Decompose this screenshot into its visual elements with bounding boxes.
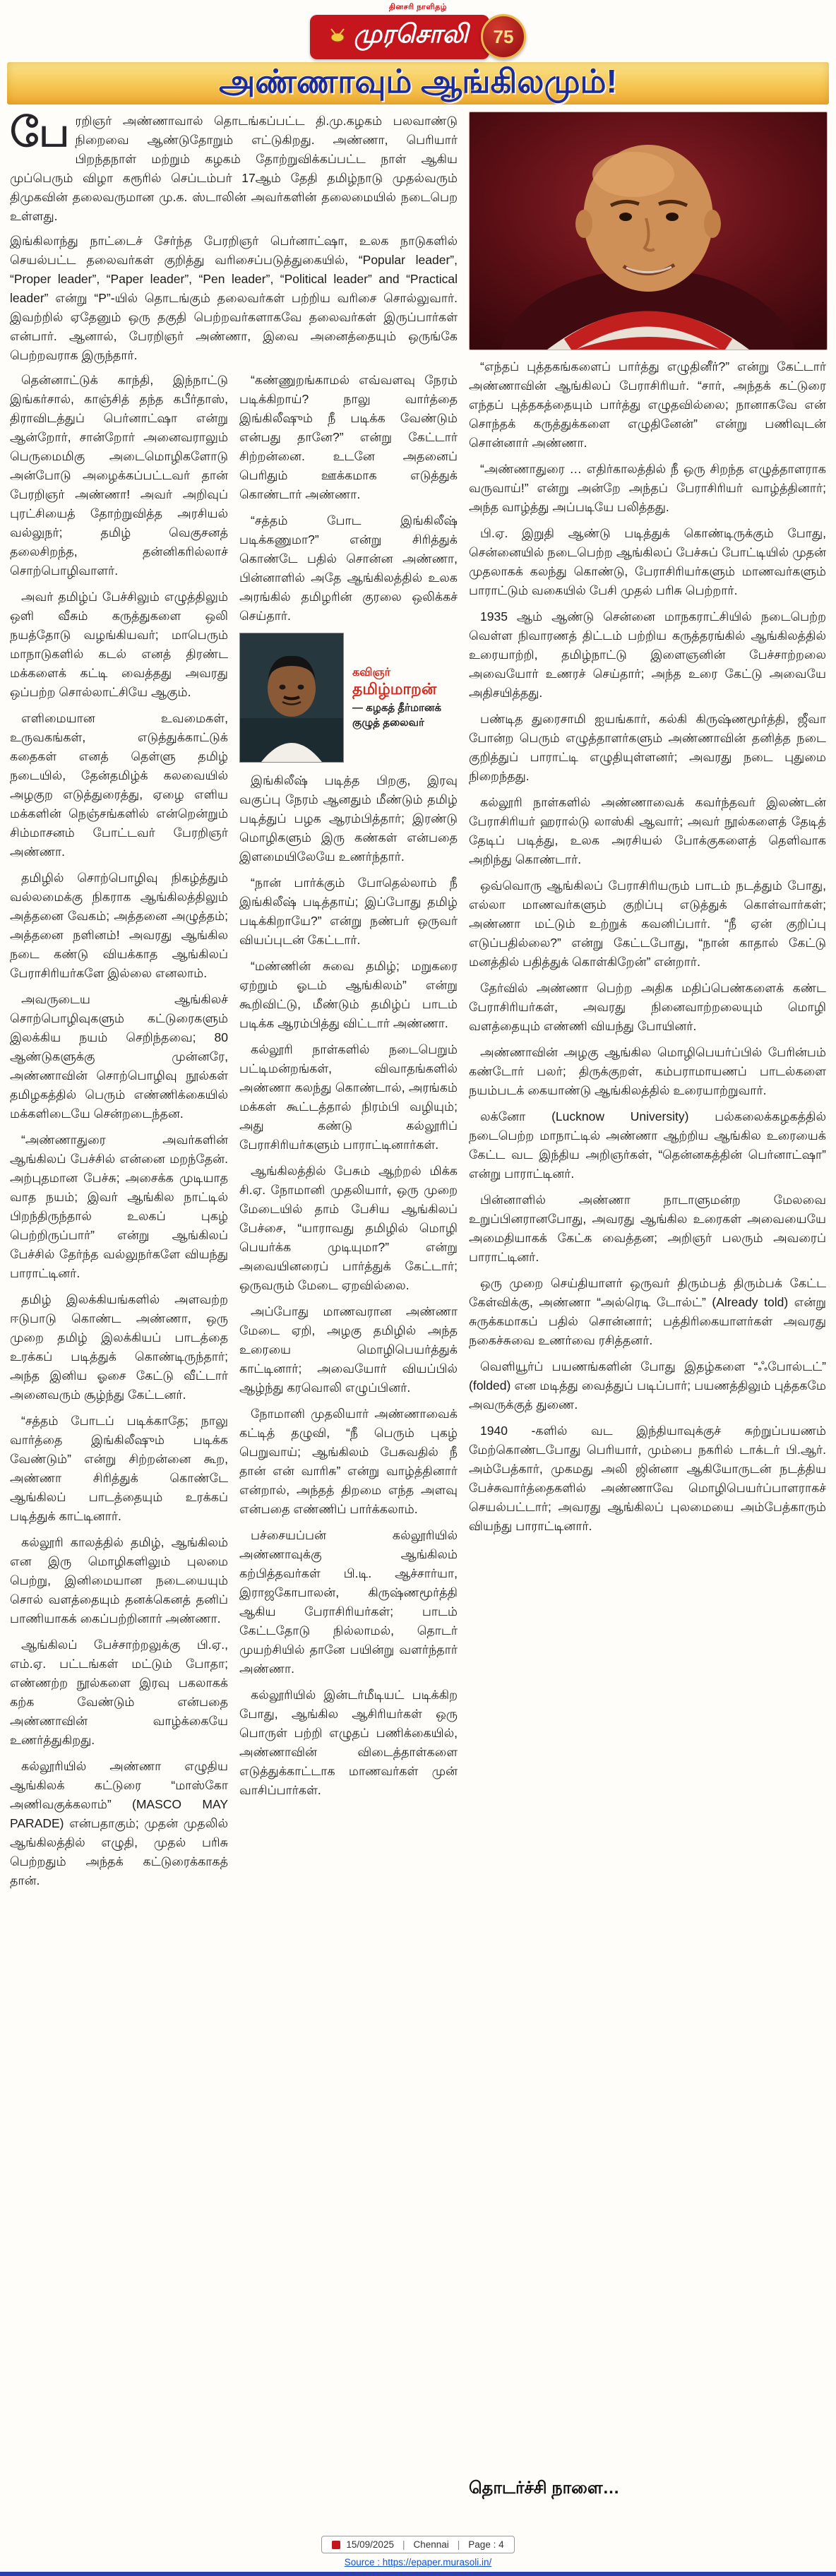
bottom-accent-bar (0, 2572, 836, 2576)
article-paragraph: அப்போது மாணவரான அண்ணா மேடை ஏறி, அழகு தமிழில் அந்த உரையை மொழிபெயர்த்துக் காட்டினார்; அவையோர் வியப்பில் ஆழ்ந்து கரவொலி எழுப்பினர். (239, 1304, 458, 1395)
inset-caption-role-line1: — கழகத் தீர்மானக் (352, 702, 442, 714)
article-body (10, 109, 826, 2532)
column-2-bottom (239, 771, 458, 1800)
page-footer (0, 2536, 836, 2568)
article-paragraph: பண்டித துரைசாமி ஐயங்கார், கல்கி கிருஷ்ணமூர்த்தி, ஜீவா போன்ற பெரும் எழுத்தாளர்களும் அண்ணாவின் தனித்த நடை குறித்துப் பாராட்டி எழுதியுள்ளனர்; அவரது நடை புதுமை நிறைந்தது. (469, 712, 826, 783)
lead-text: ரறிஞர் அண்ணாவால் தொடங்கப்பட்ட தி.மு.கழகம் பலவாண்டு நிறைவை ஆண்டுதோறும் எட்டுகிறது. அண்ணா, பெரியார் பிறந்தநாள் மற்றும் கழகம் தோற்றுவிக்கப்பட்ட நாள் ஆகிய முப்பெரும் விழா கரூரில் செப்டம்பர் 17ஆம் தேதி தமிழ்நாடு முதல்வரும் திமுகவின் தலைவருமான மு.க. ஸ்டாலின் அவர்களின் தலைமையில் நடைபெற உள்ளது. (10, 114, 458, 223)
article-paragraph: ஒரு முறை செய்தியாளர் ஒருவர் திரும்பத் திரும்பக் கேட்ட கேள்விக்கு, அண்ணா “அல்ரெடி டோல்ட்” (Already told) என்று சுருக்கமாகப் பதில் சொன்னார்; பத்திரிகையாளர்கள் அவரது நகைச்சுவை உணர்வை ரசித்தனர். (469, 1276, 826, 1347)
article-paragraph: தமிழ் இலக்கியங்களில் அளவற்ற ஈடுபாடு கொண்ட அண்ணா, ஒரு முறை தமிழ் இலக்கியப் பாடத்தை உரக்கப் படித்துக் கொண்டிருந்தார்; அந்த இனிய ஓசை கேட்டு வீட்டார் அனைவரும் சூழ்ந்து கேட்டனர். (10, 1292, 228, 1402)
article-paragraph: எளிமையான உவமைகள், உருவகங்கள், எடுத்துக்காட்டுக் கதைகள் எனத் தெள்ளு தமிழ் நடையில், தேன்தமிழ்க் கலவையில் அழகுற எடுத்துரைத்து, ஏழை எளிய மக்களின் நெஞ்சங்களில் என்றென்றும் சிம்மாசனம் போட்டவர் பேரறிஞர் அண்ணா. (10, 711, 228, 859)
article-paragraph: இங்கிலீஷ் படித்த பிறகு, இரவு வகுப்பு நேரம் ஆனதும் மீண்டும் தமிழ் படித்துப் பழக ஆரம்பித்தார்; இரண்டு மொழிகளும் இரு கண்கள் என்பதை இளமையிலேயே உணர்ந்தார். (239, 773, 458, 864)
article-paragraph: அவருடைய ஆங்கிலச் சொற்பொழிவுகளும் கட்டுரைகளும் இலக்கிய நயம் செறிந்தவை; 80 ஆண்டுகளுக்கு முன்னரே, அண்ணாவின் சொற்பொழிவு நூல்கள் தமிழகத்தில் பெரும் எண்ணிக்கையில் மக்களிடையே சென்றடைந்தன. (10, 992, 228, 1121)
article-left-section (10, 109, 458, 2532)
footer-separator: | (402, 2539, 405, 2550)
article-paragraph: “சத்தம் போடப் படிக்காதே; நாலு வார்த்தை இங்கிலீஷும் படிக்க வேண்டும்” என்று சிற்றன்னை கூற, அண்ணா சிரித்துக் கொண்டே ஆங்கிலப் பாடத்தையும் உரக்கப் படித்துக் காட்டினார். (10, 1414, 228, 1523)
intro-paragraph: இங்கிலாந்து நாட்டைச் சேர்ந்த பேரறிஞர் பெர்னாட்ஷா, உலக நாடுகளில் செயல்பட்ட தலைவர்கள் குறித்து வரிசைப்படுத்துகையில், “Popular leader”, “Proper leader”, “Paper leader”, “Pen leader”, “Political leader” and “Practical leader” என்று “P”-யில் தொடங்கும் தலைவர்கள் பற்றிய வரிசை சொல்லுவார். இவற்றில் ஏதேனும் ஒரு தகுதி பெற்றவர்களாகவே தலைவர்கள் இருப்பார்கள் என்பார். ஆனால், பேரறிஞர் அண்ணா, இவை அனைத்தையும் ஒருங்கே பெற்றவராக இருந்தார். (10, 234, 458, 362)
masthead (0, 0, 836, 59)
text-column-3 (469, 357, 826, 2476)
article-paragraph: தேர்வில் அண்ணா பெற்ற அதிக மதிப்பெண்களைக் கண்ட பேராசிரியர்கள், அவரது நினைவாற்றலையும் மொழி வளத்தையும் எண்ணி வியந்து போயினர். (469, 981, 826, 1033)
article-paragraph: “அண்ணாதுரை அவர்களின் ஆங்கிலப் பேச்சில் என்னை மறந்தேன். அற்புதமான பேச்சு; அசைக்க முடியாத வாத நயம்; இவர் ஆங்கில நாட்டில் பிறந்திருந்தால் உலகப் புகழ் பெற்றிருப்பார்” என்று ஆங்கிலப் பேச்சில் தேர்ந்த வல்லுநர்களே வியந்து பாராட்டினர். (10, 1133, 228, 1280)
footer-source-link[interactable]: Source : https://epaper.murasoli.in/ (344, 2557, 492, 2568)
article-intro (10, 109, 458, 365)
continued-tomorrow-label: தொடர்ச்சி நாளை… (469, 2479, 620, 2498)
article-headline: அண்ணாவும் ஆங்கிலமும்! (219, 62, 617, 100)
article-paragraph: அவர் தமிழ்ப் பேச்சிலும் எழுத்திலும் ஒளி வீசும் கருத்துகளை ஒலி நயத்தோடு வழங்கியவர்; மாபெரும் மாநாடுகளில் கடல் எனத் திரண்ட மக்களைக் கட்டி வைத்தது அவரது ஒப்பற்ற சொல்லாட்சியே ஆகும். (10, 590, 228, 699)
inset-photo-block (239, 633, 458, 763)
article-paragraph: ஆங்கிலத்தில் பேசும் ஆற்றல் மிக்க சி.ஏ. நோமானி முதலியார், ஒரு முறை மேடையில் தாம் பேசிய ஆங்கிலப் பேச்சை, “யாராவது தமிழில் மொழி பெயர்க்க முடியுமா?” என்று அவையினரைப் பார்த்துக் கேட்டார்; ஒருவரும் மேடை ஏறவில்லை. (239, 1164, 458, 1292)
article-paragraph: லக்னோ (Lucknow University) பல்கலைக்கழகத்தில் நடைபெற்ற மாநாட்டில் அண்ணா ஆற்றிய ஆங்கில உரையைக் கேட்ட வட இந்திய அறிஞர்கள், “தென்னகத்தின் பெர்னாட்ஷா” என்று பாராட்டினர். (469, 1109, 826, 1181)
article-paragraph: தென்னாட்டுக் காந்தி, இந்நாட்டு இங்கர்சால், காஞ்சித் தந்த கபீர்தாஸ், திராவிடத்துப் பெர்னாட்ஷா என்று ஆன்றோர், சான்றோர் அனைவராலும் பெருமைமிகு அடைமொழிகளோடு அன்போடு அழைக்கப்பட்டவர் தான் பேரறிஞர் அண்ணா! அவர் அறிவுப் புரட்சியைத் தோற்றுவித்த அரசியல் வல்லுநர்; தமிழ் வெகுசனத் தலைசிறந்த, தன்னிகரில்லாச் சொற்பொழிவாளர். (10, 373, 228, 578)
article-paragraph: கல்லூரி நாள்களில் நடைபெறும் பட்டிமன்றங்கள், விவாதங்களில் அண்ணா கலந்து கொண்டால், அரங்கம் மக்கள் கூட்டத்தால் நிரம்பி வழியும்; அது கண்டு கல்லூரிப் பேராசிரியர்களும் பாராட்டினார்கள். (239, 1042, 458, 1152)
murasoli-logo (310, 15, 489, 59)
headline-banner (7, 62, 829, 105)
article-paragraph: வெளியூர்ப் பயணங்களின் போது இதழ்களை “ஃபோல்டட்” (folded) என மடித்து வைத்துப் படிப்பார்; பயணத்திலும் புத்தகமே அவருக்குத் துணை. (469, 1359, 826, 1412)
annadurai-portrait-photo (469, 112, 828, 350)
footer-date: 15/09/2025 (346, 2539, 394, 2550)
article-paragraph: கல்லூரி காலத்தில் தமிழ், ஆங்கிலம் என இரு மொழிகளிலும் புலமை பெற்று, இனிமையான நடையையும் சொல் வளத்தையும் தனக்கெனத் தனிப் பாணியாகக் கைப்பற்றினார் அண்ணா. (10, 1535, 228, 1626)
footer-logo-icon (332, 2541, 340, 2549)
article-paragraph: “அண்ணாதுரை … எதிர்காலத்தில் நீ ஒரு சிறந்த எழுத்தாளராக வருவாய்!” என்று அன்றே அந்தப் பேராசிரியர் வாழ்த்தினார்; அந்த வாழ்த்து அப்படியே பலித்தது. (469, 462, 826, 514)
article-paragraph: 1940 -களில் வட இந்தியாவுக்குச் சுற்றுப்பயணம் மேற்கொண்டபோது பெரியார், மும்பை நகரில் டாக்டர் பி.ஆர். அம்பேத்கார், முகமது அலி ஜின்னா ஆகியோருடன் நடத்திய பேச்சுவார்த்தைகளில் அண்ணாவே மொழிபெயர்ப்பாளராகச் செயல்பட்டார்; அவரது ஆங்கிலப் புலமையை அம்பேத்காரும் வியந்து பாராட்டினார். (469, 1424, 826, 1533)
article-right-section (469, 112, 826, 2532)
footer-separator: | (457, 2539, 460, 2550)
article-paragraph: கல்லூரி நாள்களில் அண்ணாவைக் கவர்ந்தவர் இலண்டன் பேராசிரியர் ஹரால்டு லாஸ்கி ஆவார்; அவர் நூல்களைத் தேடித் தேடிப் படித்து, உலக அரசியல் போக்குகளைத் தெளிவாக அறிந்து கொண்டார். (469, 795, 826, 866)
text-column-2 (239, 371, 458, 2532)
inset-caption-role-line2: குழுத் தலைவர் (352, 717, 424, 729)
article-paragraph: ஆங்கிலப் பேச்சாற்றலுக்கு பி.ஏ., எம்.ஏ. பட்டங்கள் மட்டும் போதா; எண்ணற்ற நூல்களை இரவு பகலாகக் கற்க வேண்டும் என்பதை அண்ணாவின் வாழ்க்கையே உணர்த்துகிறது. (10, 1638, 228, 1747)
footer-city: Chennai (413, 2539, 449, 2550)
article-paragraph: பி.ஏ. இறுதி ஆண்டு படித்துக் கொண்டிருக்கும் போது, சென்னையில் நடைபெற்ற ஆங்கிலப் பேச்சுப் போட்டியில் முதன் முதலாகக் கலந்து கொண்டு, பேராசிரியர்களும் மாணவர்களும் பாராட்டும் வகையில் பேசி முதல் பரிசு பெற்றார். (469, 526, 826, 597)
inset-caption-name: தமிழ்மாறன் (352, 680, 437, 698)
masthead-title: முரசொலி (354, 18, 468, 48)
article-paragraph: பச்சையப்பன் கல்லூரியில் அண்ணாவுக்கு ஆங்கிலம் கற்பித்தவர்கள் பி.டி. ஆச்சார்யா, இராஜகோபாலன், கிருஷ்ணமூர்த்தி ஆகிய பேராசிரியர்கள்; பாடம் கேட்டதோடு நில்லாமல், தொடர் முயற்சியில் தானே பயின்று வளர்ந்தார் அண்ணா. (239, 1528, 458, 1676)
article-paragraph: “சத்தம் போட இங்கிலீஷ் படிக்கணுமா?” என்று சிரித்துக் கொண்டே பதில் சொன்ன அண்ணா, பின்னாளில் அதே ஆங்கிலத்தில் உலக அரங்கில் தமிழரின் குரலை ஒலிக்கச் செய்தார். (239, 513, 458, 623)
article-paragraph: ஒவ்வொரு ஆங்கிலப் பேராசிரியரும் பாடம் நடத்தும் போது, எல்லா மாணவர்களும் குறிப்பு எடுத்துக் கொள்வார்கள்; அண்ணா மட்டும் உற்றுக் கவனிப்பார். “நீ ஏன் குறிப்பு எடுப்பதில்லை?” என்று கேட்டபோது, “நான் காதால் கேட்டு மனத்தில் பதித்துக் கொள்கிறேன்” என்றார். (469, 878, 826, 969)
article-paragraph: 1935 ஆம் ஆண்டு சென்னை மாநகராட்சியில் நடைபெற்ற வெள்ள நிவாரணத் திட்டம் பற்றிய கருத்தரங்கில் ஆங்கிலத்தில் உரையாற்றி, தமிழ்நாட்டு இளைஞனின் பேச்சாற்றலை அவையோர் உணரச் செய்தார்; அந்த உரை கேட்டு அவையே அதிசயித்தது. (469, 609, 826, 700)
drum-icon (328, 28, 347, 43)
inset-caption-prefix: கவிஞர் (352, 667, 390, 679)
dropcap-letter: பே (10, 109, 70, 155)
article-paragraph: “நான் பார்க்கும் போதெல்லாம் நீ இங்கிலீஷ் படித்தாய்; இப்போது தமிழ் படிக்கிறாயே?” என்று நண்பர் ஒருவர் வியப்புடன் கேட்டார். (239, 876, 458, 947)
text-column-1 (10, 371, 228, 2532)
article-paragraph: தமிழில் சொற்பொழிவு நிகழ்த்தும் வல்லமைக்கு நிகராக ஆங்கிலத்திலும் அத்தனை வேகம்; அத்தனை அழுத்தம்; அத்தனை நளினம்! அவரது ஆங்கில நடை கண்டு வியக்காத ஆங்கிலப் பேராசிரியர்களே இல்லை எனலாம். (10, 871, 228, 980)
column-2-top (239, 371, 458, 626)
article-paragraph: கல்லூரியில் அண்ணா எழுதிய ஆங்கிலக் கட்டுரை “மாஸ்கோ அணிவகுக்கலாம்” (MASCO MAY PARADE) என்பதாகும்; முதன் முதலில் ஆங்கிலத்தில் எழுதி, முதல் பரிசு பெற்றதும் அந்தக் கட்டுரைக்காகத் தான். (10, 1759, 228, 1888)
article-paragraph: “எந்தப் புத்தகங்களைப் பார்த்து எழுதினீர்?” என்று கேட்டார் அண்ணாவின் ஆங்கிலப் பேராசிரியர். “சார், அந்தக் கட்டுரை எந்தப் புத்தகத்தையும் பார்த்து எழுதவில்லை; நானாகவே என் சொந்தக் கருத்துக்களை எழுதினேன்” என்று பணிவுடன் சொன்னார் அண்ணா. (469, 359, 826, 450)
thamizhmaran-photo (239, 633, 344, 763)
masthead-tagline: தினசரி நாளிதழ் (388, 3, 448, 11)
footer-page-number: Page : 4 (468, 2539, 504, 2550)
article-paragraph: அண்ணாவின் அழகு ஆங்கில மொழிபெயர்ப்பில் பேரின்பம் கண்டோர் பலர்; திருக்குறள், கம்பராமாயணப் பாடல்களை நயம்படக் கையாண்டு ஆங்கிலத்தில் உரையாற்றுவார். (469, 1045, 826, 1097)
anniversary-75-badge: 75 (481, 14, 526, 59)
lead-paragraph (10, 109, 458, 226)
article-paragraph: பின்னாளில் அண்ணா நாடாளுமன்ற மேலவை உறுப்பினரானபோது, அவரது ஆங்கில உரைகள் அவையையே அமைதியாகக் கேட்க வைத்தன; அறிஞர் பலரும் அவரைப் பாராட்டினர். (469, 1193, 826, 1264)
article-paragraph: “மண்ணின் சுவை தமிழ்; மறுகரை ஏற்றும் ஓடம் ஆங்கிலம்” என்று கூறிவிட்டு, மீண்டும் தமிழ்ப் பாடம் படிக்க ஆரம்பித்து விட்டார் அண்ணா. (239, 959, 458, 1030)
article-paragraph: “கண்ணுறங்காமல் எவ்வளவு நேரம் படிக்கிறாய்? நாலு வார்த்தை இங்கிலீஷும் நீ படிக்க வேண்டும் என்பது தானே?” என்று கேட்டார் சிற்றன்னை. உடனே அதனைப் பெரிதும் ஊக்கமாக எடுத்துக் கொண்டார் அண்ணா. (239, 373, 458, 501)
article-paragraph: கல்லூரியில் இன்டர்மீடியட் படிக்கிற போது, ஆங்கில ஆசிரியர்கள் ஒரு பொருள் பற்றி எழுதப் பணிக்கையில், அண்ணாவின் விடைத்தாள்களை எடுத்துக்காட்டாக மாணவர்கள் முன் வாசிப்பார்கள். (239, 1688, 458, 1797)
article-paragraph: நோமானி முதலியார் அண்ணாவைக் கட்டித் தழுவி, “நீ பெரும் புகழ் பெறுவாய்; ஆங்கிலம் பேசுவதில் நீ தான் என் வாரிசு” என்று வாழ்த்தினார் என்றால், அந்தத் திறமை எந்த அளவு என்பதை எண்ணிப் பார்க்கலாம். (239, 1407, 458, 1516)
inset-caption (352, 665, 441, 730)
footer-meta-box (321, 2536, 514, 2553)
